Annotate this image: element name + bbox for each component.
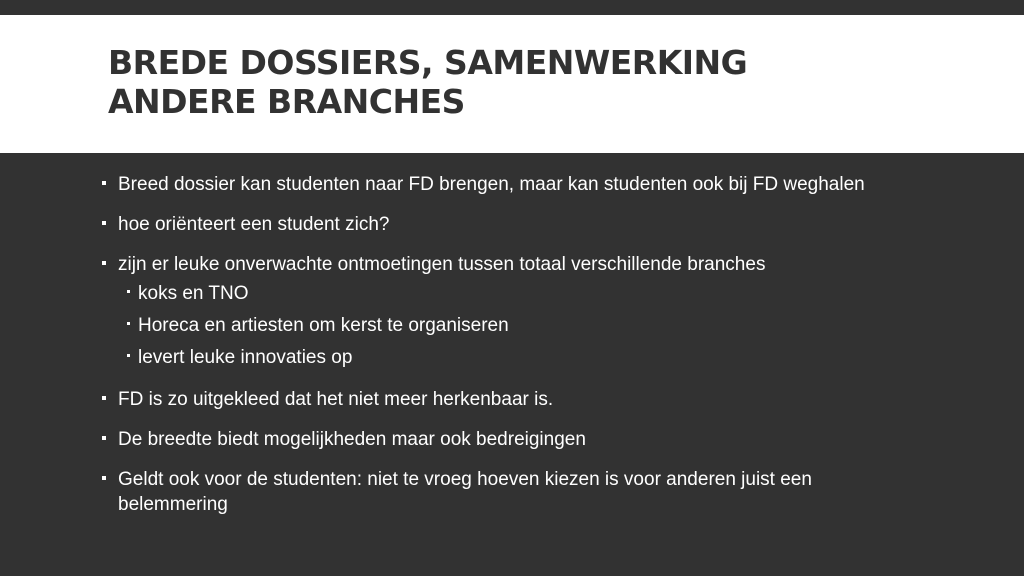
sub-bullet-item (118, 281, 892, 306)
sub-bullet-marker (127, 290, 130, 293)
bullet-text: De breedte biedt mogelijkheden maar ook bedreigingen (118, 429, 586, 450)
bullet-marker (102, 261, 106, 265)
bullet-marker (102, 436, 106, 440)
sub-bullet-marker (127, 322, 130, 325)
bullet-marker (102, 181, 106, 185)
bullet-list-container (102, 172, 892, 517)
bullet-marker (102, 221, 106, 225)
bullet-list (102, 172, 892, 517)
sub-bullet-list (118, 281, 892, 370)
sub-bullet-item (118, 313, 892, 338)
title-line: BREDE DOSSIERS, SAMENWERKING (108, 43, 748, 82)
sub-bullet-item (118, 345, 892, 370)
bullet-marker (102, 476, 106, 480)
bullet-text: Geldt ook voor de studenten: niet te vroeg hoeven kiezen is voor anderen juist een belemmering (118, 469, 812, 515)
bullet-item (102, 387, 892, 412)
bullet-item (102, 172, 892, 197)
sub-bullet-text: koks en TNO (138, 283, 249, 304)
bullet-item (102, 467, 892, 517)
sub-bullet-marker (127, 354, 130, 357)
bullet-text: Breed dossier kan studenten naar FD brengen, maar kan studenten ook bij FD weghalen (118, 174, 865, 195)
bullet-item (102, 427, 892, 452)
bullet-item (102, 252, 892, 370)
bullet-text: zijn er leuke onverwachte ontmoetingen tussen totaal verschillende branches (118, 254, 766, 275)
bullet-text: FD is zo uitgekleed dat het niet meer herkenbaar is. (118, 389, 554, 410)
bullet-marker (102, 396, 106, 400)
title-line: ANDERE BRANCHES (108, 82, 465, 121)
bullet-item (102, 212, 892, 237)
sub-bullet-text: levert leuke innovaties op (138, 347, 353, 368)
sub-bullet-text: Horeca en artiesten om kerst te organiseren (138, 315, 509, 336)
bullet-text: hoe oriënteert een student zich? (118, 214, 390, 235)
slide-title (108, 43, 747, 121)
